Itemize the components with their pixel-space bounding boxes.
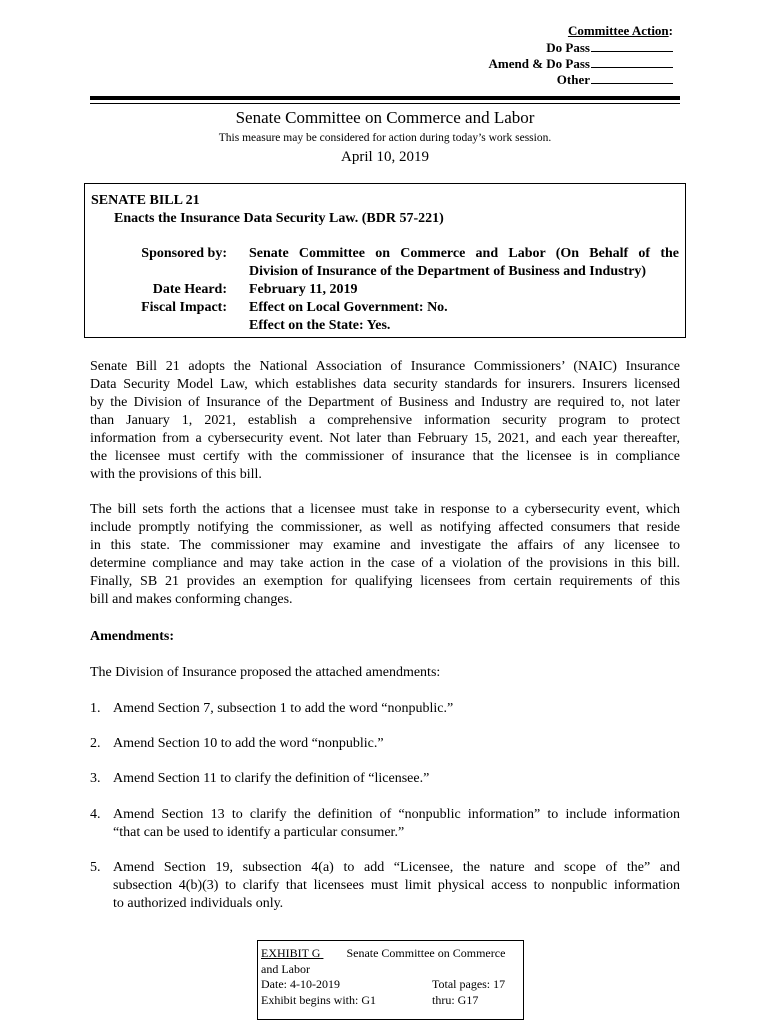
committee-action-colon: : xyxy=(668,23,673,38)
exhibit-thru: thru: G17 xyxy=(432,992,479,1007)
do-pass-blank[interactable] xyxy=(591,40,673,52)
exhibit-row-3 xyxy=(261,977,523,993)
exhibit-begins: Exhibit begins with: G1 xyxy=(261,992,376,1007)
paragraph-line: determine compliance and may take action in the case of a violation of the provisions in this bill. xyxy=(90,556,680,571)
amendments-heading: Amendments: xyxy=(90,629,174,644)
fiscal-impact-label: Fiscal Impact: xyxy=(141,300,227,315)
exhibit-stamp xyxy=(257,940,524,1020)
other-blank[interactable] xyxy=(591,72,673,84)
other-label: Other xyxy=(556,72,590,87)
paragraph-line: The bill sets forth the actions that a licensee must take in response to a cybersecurity event, which xyxy=(90,502,680,517)
sponsored-by-label: Sponsored by: xyxy=(141,246,227,261)
hearing-date: April 10, 2019 xyxy=(341,149,429,165)
paragraph-line: bill and makes conforming changes. xyxy=(90,592,293,607)
amendment-number: 1. xyxy=(90,701,101,716)
amendment-number: 3. xyxy=(90,771,101,786)
exhibit-row-1 xyxy=(261,946,523,962)
exhibit-committee-cont: and Labor xyxy=(261,961,310,976)
amendment-item: Amend Section 7, subsection 1 to add the word “nonpublic.” xyxy=(113,701,454,716)
paragraph-line: Data Security Model Law, which establishes data security standards for insurers. Insurers licensed xyxy=(90,377,680,392)
date-heard-value: February 11, 2019 xyxy=(249,282,358,297)
bill-actions-paragraph xyxy=(90,501,680,609)
sponsored-by-line-1: Senate Committee on Commerce and Labor (On Behalf of the xyxy=(249,246,679,261)
fiscal-state-value: Effect on the State: Yes. xyxy=(249,318,391,333)
paragraph-line: by the Division of Insurance of the Department of Business and Industry are required to, not later xyxy=(90,395,680,410)
other-row xyxy=(557,72,673,88)
do-pass-row xyxy=(546,40,673,56)
paragraph-line: Finally, SB 21 provides an exemption for qualifying licensees from certain requirements of this xyxy=(90,574,680,589)
exhibit-label-blank xyxy=(320,946,340,962)
header-rule-thick xyxy=(90,96,680,100)
committee-action-title: Committee Action: xyxy=(567,23,673,38)
amendment-number: 5. xyxy=(90,860,101,875)
exhibit-committee: Senate Committee on Commerce xyxy=(346,946,506,960)
header-rule-thin xyxy=(90,103,680,104)
exhibit-date: Date: 4-10-2019 xyxy=(261,977,340,991)
paragraph-line: information from a cybersecurity event. Not later than February 15, 2021, and each year thereafter, xyxy=(90,431,680,446)
amendment-item: Amend Section 19, subsection 4(a) to add “Licensee, the nature and scope of the” and subsection 4(b)(3) to clarify that licensees must limit physical access to nonpublic information to authorized individuals only. xyxy=(113,860,680,911)
bill-summary: Enacts the Insurance Data Security Law. (BDR 57-221) xyxy=(114,211,444,226)
do-pass-label: Do Pass xyxy=(546,40,590,55)
amendment-item: Amend Section 10 to add the word “nonpublic.” xyxy=(113,736,384,751)
committee-title: Senate Committee on Commerce and Labor xyxy=(235,108,535,127)
amend-do-pass-label: Amend & Do Pass xyxy=(488,56,590,71)
amendment-number: 2. xyxy=(90,736,101,751)
exhibit-row-4 xyxy=(261,993,523,1009)
date-heard-label: Date Heard: xyxy=(152,282,227,297)
paragraph-line: than January 1, 2021, establish a comprehensive information security program to protect xyxy=(90,413,680,428)
paragraph-line: with the provisions of this bill. xyxy=(90,467,262,482)
amendments-intro: The Division of Insurance proposed the attached amendments: xyxy=(90,665,441,680)
exhibit-label: EXHIBIT G xyxy=(261,946,321,960)
bill-number: SENATE BILL 21 xyxy=(91,193,200,208)
paragraph-line: in this state. The commissioner may examine and investigate the affairs of any licensee to xyxy=(90,538,680,553)
bill-description-paragraph xyxy=(90,358,680,484)
paragraph-line: include promptly notifying the commissioner, as well as notifying affected consumers that reside xyxy=(90,520,680,535)
fiscal-local-value: Effect on Local Government: No. xyxy=(249,300,448,315)
exhibit-total-pages: Total pages: 17 xyxy=(432,977,506,991)
work-session-notice: This measure may be considered for action during today’s work session. xyxy=(218,132,552,144)
bill-summary-box xyxy=(84,183,686,338)
amendment-item: Amend Section 13 to clarify the definition of “nonpublic information” to include information “that can be used to identify a particular consumer.” xyxy=(113,807,680,840)
amend-do-pass-row xyxy=(489,56,673,72)
paragraph-line: Senate Bill 21 adopts the National Association of Insurance Commissioners’ (NAIC) Insurance xyxy=(90,359,680,374)
sponsored-by-line-2: Division of Insurance of the Department of Business and Industry) xyxy=(249,264,647,279)
amendment-item: Amend Section 11 to clarify the definition of “licensee.” xyxy=(113,771,430,786)
amendment-number: 4. xyxy=(90,807,101,822)
paragraph-line: the licensee must certify with the commissioner of insurance that the licensee is in compliance xyxy=(90,449,680,464)
amend-do-pass-blank[interactable] xyxy=(591,56,673,68)
